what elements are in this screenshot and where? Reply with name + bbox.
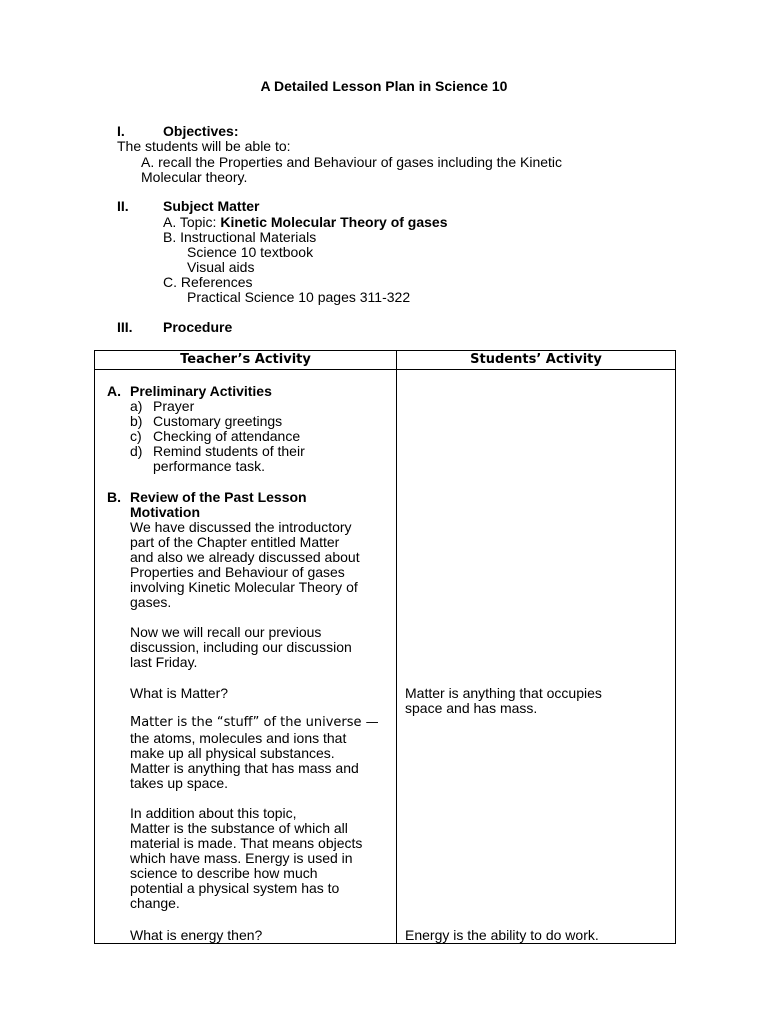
objectives-intro: The students will be able to: (117, 138, 291, 154)
page-title: A Detailed Lesson Plan in Science 10 (260, 78, 508, 94)
paragraph-line: discussion, including our discussion (130, 639, 352, 655)
paragraph-line: make up all physical substances. (130, 745, 335, 761)
material-item: Science 10 textbook (187, 244, 314, 260)
paragraph-line: Matter is anything that has mass and (130, 760, 359, 776)
paragraph-line: potential a physical system has to (130, 880, 340, 896)
objectives-numeral: I. (117, 123, 125, 139)
student-answer-line: Matter is anything that occupies (405, 685, 602, 701)
paragraph-line: Matter is the substance of which all (130, 820, 348, 836)
list-item: Customary greetings (153, 413, 283, 429)
section-b-label: B. (107, 489, 121, 505)
topic-line (163, 215, 448, 230)
subject-heading: Subject Matter (163, 198, 260, 214)
paragraph-line: change. (130, 895, 180, 911)
reference-item: Practical Science 10 pages 311-322 (187, 289, 411, 305)
material-item: Visual aids (187, 259, 255, 275)
subject-numeral: II. (117, 198, 129, 214)
paragraph-line: In addition about this topic, (130, 805, 297, 821)
paragraph-line: science to describe how much (130, 865, 318, 881)
teacher-activity-header: Teacher’s Activity (95, 351, 397, 370)
table-header-row (95, 351, 676, 370)
question-matter: What is Matter? (130, 685, 229, 701)
procedure-numeral: III. (117, 319, 133, 335)
objectives-heading: Objectives: (163, 123, 239, 139)
list-item-continuation: performance task. (153, 458, 266, 474)
table-row (95, 370, 676, 944)
list-marker: d) (130, 443, 143, 459)
paragraph-line: which have mass. Energy is used in (130, 850, 353, 866)
references-label: C. References (163, 274, 253, 290)
paragraph-line: takes up space. (130, 775, 229, 791)
student-answer-line: space and has mass. (405, 700, 538, 716)
paragraph-line: and also we already discussed about (130, 549, 360, 565)
topic-prefix: A. Topic: (163, 214, 221, 230)
section-b-heading: Review of the Past Lesson (130, 489, 307, 505)
paragraph-line: last Friday. (130, 654, 198, 670)
paragraph-line: part of the Chapter entitled Matter (130, 534, 340, 550)
paragraph-line: Now we will recall our previous (130, 624, 322, 640)
student-answer-line: Energy is the ability to do work. (405, 927, 599, 943)
paragraph-line: gases. (130, 594, 172, 610)
paragraph-line: involving Kinetic Molecular Theory of (130, 579, 358, 595)
paragraph-line: the atoms, molecules and ions that (130, 730, 347, 746)
section-b-subheading: Motivation (130, 504, 200, 520)
students-activity-header: Students’ Activity (397, 351, 676, 370)
list-item: Remind students of their (153, 443, 305, 459)
procedure-table (94, 350, 676, 944)
paragraph-line: material is made. That means objects (130, 835, 363, 851)
paragraph-line: Properties and Behaviour of gases (130, 564, 345, 580)
materials-label: B. Instructional Materials (163, 229, 317, 245)
list-item: Checking of attendance (153, 428, 301, 444)
list-marker: a) (130, 398, 143, 414)
list-marker: b) (130, 413, 143, 429)
paragraph-line: Matter is the “stuff” of the universe — (130, 715, 379, 730)
section-a-heading: Preliminary Activities (130, 383, 272, 399)
objective-item-line2: Molecular theory. (141, 169, 248, 185)
question-energy: What is energy then? (130, 927, 263, 943)
students-activity-cell (397, 370, 676, 944)
section-a-label: A. (107, 383, 121, 399)
paragraph-line: We have discussed the introductory (130, 519, 352, 535)
list-item: Prayer (153, 398, 195, 414)
topic-value: Kinetic Molecular Theory of gases (220, 214, 448, 230)
list-marker: c) (130, 428, 142, 444)
procedure-heading: Procedure (163, 319, 233, 335)
teacher-activity-cell (95, 370, 397, 944)
objective-item-line1: A. recall the Properties and Behaviour of gases including the Kinetic (141, 154, 563, 170)
